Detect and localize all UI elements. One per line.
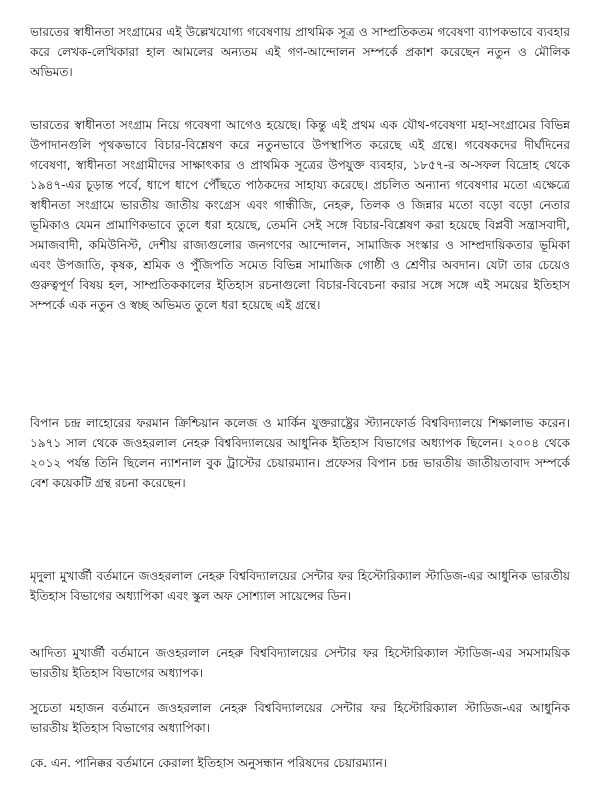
author-bio-aditya-mukherjee: আদিত্য মুখার্জী বর্তমানে জওহরলাল নেহরু বিশ্ববিদ্যালয়ের সেন্টার ফর হিস্টোরিক্যাল স্টাডিজ-এর সমসাময়িক ভারতীয় ইতিহাস বিভাগের অধ্যাপক। <box>30 646 570 680</box>
intro-paragraph: ভারতের স্বাধীনতা সংগ্রামের এই উল্লেখযোগ্য গবেষণায় প্রাথমিক সূত্র ও সাম্প্রতিকতম গবেষণা ব্যাপকভাবে ব্যবহার করে লেখক-লেখিকারা হাল আমলের অন্যতম এই গণ-আন্দোলন সম্পর্কে প্রকাশ করেছেন নতুন ও মৌলিক অভিমত। <box>30 25 570 79</box>
author-bio-kn-panikkar: কে. এন. পানিক্কর বর্তমানে কেরালা ইতিহাস অনুসন্ধান পরিষদের চেয়ারম্যান। <box>30 756 388 770</box>
author-bio-bipan-chandra: বিপান চন্দ্র লাহোরের ফরমান ক্রিশ্চিয়ান কলেজ ও মার্কিন যুক্তরাষ্ট্রের স্ট্যানফোর্ড বিশ্ববিদ্যালয়ে শিক্ষালাভ করেন। ১৯৭১ সাল থেকে জওহরলাল নেহরু বিশ্ববিদ্যালয়ের আধুনিক ইতিহাস বিভাগের অধ্যাপক ছিলেন। ২০০৪ থেকে ২০১২ পর্যন্ত তিনি ছিলেন ন্যাশনাল বুক ট্রাস্টের চেয়ারম্যান। প্রফেসর বিপান চন্দ্র ভারতীয় জাতীয়তাবাদ সম্পর্কে বেশ কয়েকটি গ্রন্থ রচনা করেছেন। <box>30 416 570 490</box>
author-bio-mridula-mukherjee: মৃদুলা মুখার্জী বর্তমানে জওহরলাল নেহরু বিশ্ববিদ্যালয়ের সেন্টার ফর হিস্টোরিক্যাল স্টাডিজ-এর আধুনিক ভারতীয় ইতিহাস বিভাগের অধ্যাপিকা এবং স্কুল অফ সোশ্যাল সায়েন্সের ডিন। <box>30 569 570 603</box>
book-description-paragraph: ভারতের স্বাধীনতা সংগ্রাম নিয়ে গবেষণা আগেও হয়েছে। কিন্তু এই প্রথম এক যৌথ-গবেষণা মহা-সংগ্রামের বিভিন্ন উপাদানগুলি পৃথকভাবে বিচার-বিশ্লেষণ করে নতুনভাবে উপস্থাপিত করেছে এই গ্রন্থে। গবেষকদের দীর্ঘদিনের গবেষণা, স্বাধীনতা সংগ্রামীদের সাক্ষাৎকার ও প্রাথমিক সূত্রের উপযুক্ত ব্যবহার, ১৮৫৭-র অ-সফল বিদ্রোহ থেকে ১৯৪৭-এর চূড়ান্ত পর্বে, ধাপে ধাপে পৌঁছতে পাঠকদের সাহায্য করেছে। প্রচলিত অন্যান্য গবেষণার মতো এক্ষেত্রে স্বাধীনতা সংগ্রামে ভারতীয় জাতীয় কংগ্রেস এবং গান্ধীজি, নেহরু, তিলক ও জিন্নার মতো বড়ো বড়ো নেতার ভূমিকাও যেমন প্রামাণিকভাবে তুলে ধরা হয়েছে, তেমনি সেই সঙ্গে বিচার-বিশ্লেষণ করা হয়েছে বিপ্লবী সন্ত্রাসবাদী, সমাজবাদী, কমিউনিস্ট, দেশীয় রাজ্যগুলোর জনগণের আন্দোলন, সামাজিক সংস্কার ও সাম্প্রদায়িকতার ভূমিকা এবং উপজাতি, কৃষক, শ্রমিক ও পুঁজিপতি সমেত বিভিন্ন সামাজিক গোষ্ঠী ও শ্রেণীর অবদান। যেটা তার চেয়েও গুরুত্বপূর্ণ বিষয় হল, সাম্প্রতিককালের ইতিহাস রচনাগুলো বিচার-বিবেচনা করার সঙ্গে সঙ্গে এই সময়ের ইতিহাস সম্পর্কে এক নতুন ও স্বচ্ছ অভিমত তুলে ধরা হয়েছে এই গ্রন্থে। <box>30 118 570 312</box>
author-bio-sucheta-mahajan: সুচেতা মহাজন বর্তমানে জওহরলাল নেহরু বিশ্ববিদ্যালয়ের সেন্টার ফর হিস্টোরিক্যাল স্টাডিজ-এর আধুনিক ভারতীয় ইতিহাস বিভাগের অধ্যাপিকা। <box>30 701 570 735</box>
